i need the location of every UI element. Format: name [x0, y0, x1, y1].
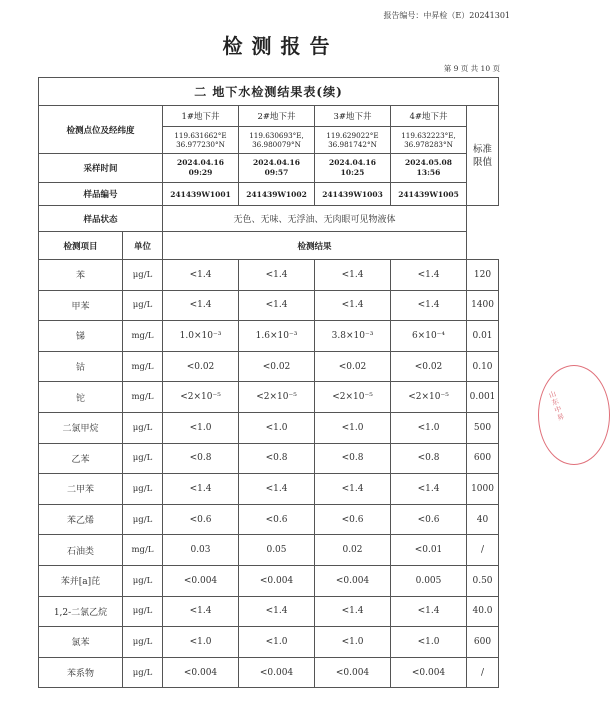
item-unit: μg/L — [123, 565, 163, 596]
item-name: 铊 — [39, 382, 123, 413]
table-row — [39, 443, 499, 474]
item-name: 1,2-二氯乙烷 — [39, 596, 123, 627]
result-value: <1.0 — [315, 412, 391, 443]
result-value: <1.0 — [239, 412, 315, 443]
unit-column-header: 单位 — [123, 232, 163, 260]
result-value: <2×10⁻⁵ — [391, 382, 467, 413]
result-value: <1.0 — [315, 627, 391, 658]
results-table — [38, 77, 499, 688]
result-value: <1.4 — [315, 290, 391, 321]
well-name: 3#地下井 — [315, 106, 391, 127]
result-value: <1.4 — [163, 596, 239, 627]
result-value: 0.005 — [391, 565, 467, 596]
item-unit: mg/L — [123, 382, 163, 413]
sample-id: 241439W1002 — [239, 183, 315, 206]
table-row — [39, 474, 499, 505]
well-coords: 119.630693°E, 36.980079°N — [239, 127, 315, 154]
table-row — [39, 382, 499, 413]
result-value: <1.4 — [391, 290, 467, 321]
sampling-time-label: 采样时间 — [39, 154, 163, 183]
item-unit: μg/L — [123, 657, 163, 688]
table-row — [39, 657, 499, 688]
page-indicator: 第 9 页 共 10 页 — [443, 64, 500, 73]
item-unit: μg/L — [123, 627, 163, 658]
result-value: <0.8 — [391, 443, 467, 474]
sample-state-label: 样品状态 — [39, 206, 163, 232]
result-value: <1.4 — [239, 474, 315, 505]
result-value: <0.6 — [315, 504, 391, 535]
item-column-header: 检测项目 — [39, 232, 123, 260]
limit-value: 0.50 — [467, 565, 499, 596]
table-row — [39, 351, 499, 382]
sampling-time: 2024.04.16 09:29 — [163, 154, 239, 183]
item-name: 乙苯 — [39, 443, 123, 474]
item-unit: mg/L — [123, 321, 163, 352]
limit-value: 1000 — [467, 474, 499, 505]
result-value: <0.004 — [315, 565, 391, 596]
limit-value: 40.0 — [467, 596, 499, 627]
sampling-time: 2024.04.16 09:57 — [239, 154, 315, 183]
result-value: <1.4 — [391, 260, 467, 291]
table-row — [39, 290, 499, 321]
result-column-header: 检测结果 — [163, 232, 467, 260]
result-value: <1.4 — [391, 596, 467, 627]
result-value: 0.05 — [239, 535, 315, 566]
sample-state: 无色、无味、无浮油、无肉眼可见物液体 — [163, 206, 467, 232]
result-value: 0.03 — [163, 535, 239, 566]
result-value: <0.02 — [391, 351, 467, 382]
table-row — [39, 260, 499, 291]
table-row — [39, 627, 499, 658]
sample-id: 241439W1001 — [163, 183, 239, 206]
item-unit: μg/L — [123, 504, 163, 535]
result-value: <0.02 — [239, 351, 315, 382]
table-caption: 二 地下水检测结果表(续) — [39, 78, 499, 106]
result-value: <1.0 — [163, 627, 239, 658]
well-name: 4#地下井 — [391, 106, 467, 127]
table-row — [39, 596, 499, 627]
well-coords: 119.629022°E 36.981742°N — [315, 127, 391, 154]
limit-value: 120 — [467, 260, 499, 291]
item-unit: μg/L — [123, 596, 163, 627]
result-value: <0.004 — [239, 565, 315, 596]
standard-limit-label: 标准 限值 — [473, 143, 493, 168]
item-name: 苯并[a]芘 — [39, 565, 123, 596]
result-value: <0.6 — [391, 504, 467, 535]
result-value: <0.004 — [163, 657, 239, 688]
item-unit: μg/L — [123, 412, 163, 443]
limit-value: 0.01 — [467, 321, 499, 352]
item-name: 苯 — [39, 260, 123, 291]
item-unit: μg/L — [123, 260, 163, 291]
table-row — [39, 321, 499, 352]
result-value: <1.4 — [163, 290, 239, 321]
location-label: 检测点位及经纬度 — [39, 106, 163, 154]
result-value: <2×10⁻⁵ — [163, 382, 239, 413]
result-value: <1.4 — [391, 474, 467, 505]
limit-value: / — [467, 535, 499, 566]
report-number: 报告编号：中昇检（E）20241301 — [383, 11, 510, 20]
well-name: 2#地下井 — [239, 106, 315, 127]
result-value: <0.004 — [391, 657, 467, 688]
result-value: <0.004 — [315, 657, 391, 688]
sample-id: 241439W1003 — [315, 183, 391, 206]
table-row — [39, 565, 499, 596]
result-value: <1.4 — [239, 596, 315, 627]
result-value: <0.004 — [163, 565, 239, 596]
result-value: <1.4 — [315, 596, 391, 627]
item-name: 甲苯 — [39, 290, 123, 321]
result-value: <2×10⁻⁵ — [315, 382, 391, 413]
item-name: 锑 — [39, 321, 123, 352]
limit-value: 600 — [467, 443, 499, 474]
table-row — [39, 535, 499, 566]
limit-value: 600 — [467, 627, 499, 658]
item-name: 苯乙烯 — [39, 504, 123, 535]
item-name: 二甲苯 — [39, 474, 123, 505]
result-value: <0.004 — [239, 657, 315, 688]
document-title: 检测报告 — [222, 34, 339, 58]
result-value: <0.8 — [315, 443, 391, 474]
well-coords: 119.632223°E, 36.978283°N — [391, 127, 467, 154]
standard-limit-header — [467, 106, 499, 206]
result-value: <0.6 — [239, 504, 315, 535]
result-value: <2×10⁻⁵ — [239, 382, 315, 413]
sample-id: 241439W1005 — [391, 183, 467, 206]
result-value: <1.4 — [239, 290, 315, 321]
sampling-time: 2024.04.16 10:25 — [315, 154, 391, 183]
result-value: <1.4 — [163, 474, 239, 505]
limit-value: 0.001 — [467, 382, 499, 413]
result-value: <1.4 — [239, 260, 315, 291]
limit-value: 0.10 — [467, 351, 499, 382]
result-value: <0.8 — [239, 443, 315, 474]
limit-value: / — [467, 657, 499, 688]
sample-id-label: 样品编号 — [39, 183, 163, 206]
result-value: <1.0 — [391, 627, 467, 658]
item-unit: μg/L — [123, 290, 163, 321]
result-value: <1.4 — [315, 474, 391, 505]
result-value: <1.0 — [391, 412, 467, 443]
result-value: <1.0 — [239, 627, 315, 658]
result-value: <0.8 — [163, 443, 239, 474]
result-value: 6×10⁻⁴ — [391, 321, 467, 352]
result-value: <0.02 — [163, 351, 239, 382]
sampling-time: 2024.05.08 13:56 — [391, 154, 467, 183]
limit-value: 40 — [467, 504, 499, 535]
result-value: 1.0×10⁻³ — [163, 321, 239, 352]
result-value: <0.01 — [391, 535, 467, 566]
result-value: 0.02 — [315, 535, 391, 566]
well-name: 1#地下井 — [163, 106, 239, 127]
item-unit: μg/L — [123, 474, 163, 505]
item-unit: μg/L — [123, 443, 163, 474]
item-unit: mg/L — [123, 351, 163, 382]
seal-text: 山东中昇 — [547, 389, 566, 423]
item-name: 氯苯 — [39, 627, 123, 658]
item-unit: mg/L — [123, 535, 163, 566]
item-name: 钴 — [39, 351, 123, 382]
item-name: 石油类 — [39, 535, 123, 566]
result-value: <0.6 — [163, 504, 239, 535]
well-coords: 119.631662°E 36.977230°N — [163, 127, 239, 154]
result-value: 3.8×10⁻³ — [315, 321, 391, 352]
result-value: <1.4 — [315, 260, 391, 291]
result-value: <1.0 — [163, 412, 239, 443]
table-row — [39, 504, 499, 535]
limit-value: 500 — [467, 412, 499, 443]
item-name: 苯系物 — [39, 657, 123, 688]
result-value: 1.6×10⁻³ — [239, 321, 315, 352]
item-name: 二氯甲烷 — [39, 412, 123, 443]
result-value: <1.4 — [163, 260, 239, 291]
table-row — [39, 412, 499, 443]
limit-value: 1400 — [467, 290, 499, 321]
result-value: <0.02 — [315, 351, 391, 382]
